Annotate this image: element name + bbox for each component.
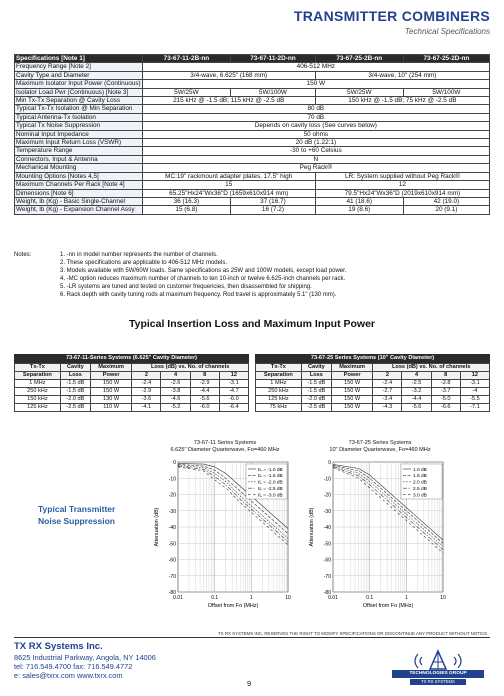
spec-label: Weight, lb (Kg) - Expansion Channel Assy [15, 206, 143, 214]
legend-label: 2.5 dB [413, 487, 427, 492]
spec-column-header-model: 73-67-11-2B-nn [142, 55, 230, 63]
insertion-table-cell: 1 MHz [15, 380, 61, 388]
spec-row [15, 97, 490, 105]
insertion-table-header: Loss (dB) vs. No. of channels [373, 364, 490, 372]
spec-value: 42 (19.0) [403, 197, 489, 205]
spec-value: LR: System supplied without Peg Rack® [315, 172, 489, 180]
insertion-table-cell: -4.7 [219, 388, 248, 396]
insertion-table-cell: -2.9 [190, 380, 219, 388]
insertion-table-cell: 150 W [331, 396, 372, 404]
insertion-table-cell: 250 kHz [256, 388, 302, 396]
insertion-table-cell: -6.6 [431, 404, 460, 412]
insertion-table-cell: -4.1 [132, 404, 161, 412]
insertion-table-cell: -7.1 [460, 404, 489, 412]
y-tick-label: -20 [168, 492, 176, 499]
y-tick-label: -40 [323, 525, 331, 531]
insertion-table-cell: -1.5 dB [60, 380, 90, 388]
page-title: TRANSMITTER COMBINERS [293, 8, 490, 24]
insertion-table-header: 12 [460, 372, 489, 380]
insertion-table-cell: -6.0 [219, 396, 248, 404]
y-tick-label: -20 [323, 492, 331, 499]
logo-band: TECHNOLOGIES GROUP [392, 670, 484, 678]
spec-row [15, 164, 490, 172]
insertion-table-header: Cavity [60, 364, 90, 372]
legend-label: 1.5 dB [413, 474, 427, 480]
x-tick-label: 1 [404, 595, 408, 601]
y-tick-label: -60 [168, 557, 176, 564]
x-tick-label: 0.01 [173, 595, 183, 601]
insertion-table-cell: -5.6 [402, 404, 431, 412]
x-tick-label: 0.01 [328, 595, 338, 601]
spec-row [15, 139, 490, 147]
spec-label: Typical Antenna-Tx Isolation [15, 113, 143, 121]
insertion-loss-table-11-series [14, 354, 249, 412]
y-tick-label: -80 [323, 590, 331, 596]
spec-label: Dimensions [Note 6] [15, 189, 143, 197]
insertion-table-cell: -3.6 [132, 396, 161, 404]
note-item: 6. Rack depth with cavity tuning rods at maximum frequency. Rod travel is approximately 5.1" (130 mm). [60, 292, 337, 298]
footer-contact [14, 641, 156, 680]
note-item: 3. Models available with 5W/60W loads. Same specifications as 25W and 100W models, except load power. [60, 268, 347, 274]
spec-row [15, 147, 490, 155]
spec-label: Maximum Isolator Input Power (Continuous) [16, 80, 141, 88]
note-item: 1. -nn in model number represents the number of channels. [60, 252, 218, 258]
spec-label: Weight, lb (Kg) - Basic Single-Channel [15, 197, 143, 205]
insertion-table-cell: 130 W [90, 396, 131, 404]
y-tick-label: 0 [173, 460, 176, 466]
insertion-table-caption: 73-67-11-Series Systems (6.625" Cavity Diameter) [14, 354, 249, 363]
insertion-table-header-row [256, 372, 490, 380]
y-tick-label: 0 [328, 460, 331, 466]
logo-subband: TX RX SYSTEMS [410, 679, 466, 685]
note-item: 4. -MC option reduces maximum number of channels to ten 10-inch or twelve 6.625-inch channels per rack. [60, 276, 346, 282]
spec-column-header-model: 73-67-25-2B-nn [315, 55, 403, 63]
insertion-table-cell: -4 [460, 388, 489, 396]
spec-row [15, 189, 490, 197]
insertion-table-row [256, 388, 490, 396]
insertion-table-header: Cavity [301, 364, 331, 372]
spec-value: 150 W [142, 80, 489, 88]
noise-title-line-1: Typical Transmitter [38, 504, 116, 514]
insertion-table-cell: -6.4 [219, 404, 248, 412]
legend-label: IL = -3.0 dB [258, 493, 283, 499]
insertion-table-cell: -1.5 dB [301, 380, 331, 388]
spec-row [15, 113, 490, 121]
spec-label: Typical Tx Noise Suppression [15, 122, 143, 130]
specifications-header-row [15, 55, 490, 63]
spec-value: 3/4-wave, 6.625" (168 mm) [142, 71, 315, 79]
spec-label: Frequency Range [Note 2] [15, 63, 143, 71]
chart-title-line-2: 10" Diameter Quarterwave, Fo=460 MHz [329, 447, 431, 453]
spec-value: 5W/100W [231, 88, 316, 96]
insertion-table-cell: -4.4 [190, 388, 219, 396]
insertion-table [14, 363, 249, 412]
insertion-table-cell: 150 W [331, 380, 372, 388]
spec-row [15, 197, 490, 205]
notes-title: Notes: [14, 252, 32, 258]
insertion-table-cell: -4.6 [161, 396, 190, 404]
noise-title-line-2: Noise Suppression [38, 516, 115, 526]
insertion-table-cell: -2.5 dB [60, 404, 90, 412]
x-tick-label: 0.1 [366, 595, 374, 601]
insertion-table-cell: -1.5 dB [301, 388, 331, 396]
spec-row [15, 172, 490, 180]
y-axis-label: Attenuation (dB) [154, 507, 160, 547]
spec-value: 12 [315, 181, 489, 189]
insertion-table-header: 8 [190, 372, 219, 380]
company-name: TX RX Systems Inc. [14, 641, 103, 652]
y-tick-label: -70 [168, 573, 176, 580]
insertion-table-cell: 110 W [90, 404, 131, 412]
spec-value: 15 [142, 181, 315, 189]
insertion-table-header: Maximum [90, 364, 131, 372]
insertion-table-cell: -5.6 [190, 396, 219, 404]
spec-row [15, 88, 490, 96]
note-item: 2. These specifications are applicable to 406-512 MHz models. [60, 260, 227, 266]
spec-column-header-model: 73-67-25-2D-nn [403, 55, 489, 63]
insertion-table-cell: -2.4 [132, 380, 161, 388]
x-axis-label: Offset from Fo (MHz) [362, 603, 414, 609]
chart-title-line-1: 73-67-11 Series Systems [193, 440, 257, 446]
notes-list [60, 251, 346, 299]
section-title: Typical Insertion Loss and Maximum Input Power [128, 318, 375, 330]
y-tick-label: -10 [323, 476, 331, 483]
insertion-table-row [15, 388, 249, 396]
spec-label: Min Tx-Tx Separation @ Cavity Loss [15, 97, 143, 105]
y-tick-label: -70 [323, 573, 331, 580]
spec-value: 20 (9.1) [403, 206, 489, 214]
spec-row [15, 181, 490, 189]
insertion-table-cell: -5.0 [431, 396, 460, 404]
insertion-table-cell: -6.0 [190, 404, 219, 412]
spec-value: 20 dB (1.22:1) [142, 139, 489, 147]
insertion-table-header: Loss (dB) vs. No. of channels [132, 364, 249, 372]
insertion-table-cell: -3.2 [402, 388, 431, 396]
insertion-table-header: Tx-Tx [15, 364, 61, 372]
insertion-table-row [15, 396, 249, 404]
insertion-table-row [15, 404, 249, 412]
spec-label: Nominal Input Impedance [15, 130, 143, 138]
y-tick-label: -60 [323, 557, 331, 564]
insertion-table-row [15, 380, 249, 388]
insertion-table-cell: -2.5 dB [301, 404, 331, 412]
noise-chart-11-series-svg [150, 454, 300, 629]
spec-column-header-model: 73-67-11-2D-nn [231, 55, 316, 63]
insertion-table-cell: -5.5 [460, 396, 489, 404]
spec-row [15, 105, 490, 113]
insertion-loss-table-25-series [255, 354, 490, 412]
insertion-table-header: Power [90, 372, 131, 380]
insertion-table-cell: -5.2 [161, 404, 190, 412]
company-address: 8625 Industrial Parkway, Angola, NY 14006 [14, 653, 156, 662]
insertion-table-header: Tx-Tx [256, 364, 302, 372]
spec-value: 3/4-wave, 10" (254 mm) [315, 71, 489, 79]
insertion-table-row [256, 404, 490, 412]
spec-value: 36 (16.3) [142, 197, 230, 205]
y-axis-label: Attenuation (dB) [309, 507, 315, 547]
x-tick-label: 10 [285, 595, 291, 601]
y-tick-label: -50 [168, 541, 176, 548]
insertion-table-cell: -2.4 [373, 380, 402, 388]
legend-label: 2.0 dB [413, 480, 427, 486]
company-logo [392, 649, 484, 689]
spec-value: 79.5"Hx24"Wx36"D (2019x610x914 mm) [315, 189, 489, 197]
spec-value: 80 dB [142, 105, 489, 113]
spec-value: Peg Rack® [142, 164, 489, 172]
x-axis-label: Offset from Fo (MHz) [207, 603, 259, 609]
noise-chart-25-series [305, 440, 455, 634]
insertion-table-cell: 150 W [331, 404, 372, 412]
spec-value: 16 (7.2) [231, 206, 316, 214]
insertion-table-cell: -2.7 [373, 388, 402, 396]
chart-title-line-1: 73-67-25 Series Systems [348, 440, 412, 446]
spec-value: N [142, 155, 489, 163]
disclaimer: TX RX SYSTEMS INC. RESERVES THE RIGHT TO MODIFY SPECIFICATIONS OR DISCONTINUE ANY PRODUCT WITHOUT NOTICE [218, 631, 488, 636]
spec-value: 65.25"Hx24"Wx36"D (1659x610x914 mm) [142, 189, 315, 197]
insertion-table-header: Power [331, 372, 372, 380]
insertion-table-row [256, 396, 490, 404]
x-tick-label: 10 [440, 595, 446, 601]
company-phone: tel: 716.549.4700 fax: 716.549.4772 [14, 662, 133, 671]
spec-value: 15 (6.8) [142, 206, 230, 214]
spec-row [15, 155, 490, 163]
spec-label: Isolator Load Pwr (Continuous) [Note 3] [15, 88, 143, 96]
noise-chart-11-series [150, 440, 300, 634]
spec-row [15, 63, 490, 71]
insertion-table-row [256, 380, 490, 388]
insertion-table-header: Separation [15, 372, 61, 380]
spec-row [15, 122, 490, 130]
noise-suppression-title [38, 503, 115, 527]
spec-value: 70 dB [142, 113, 489, 121]
spec-value: Depends on cavity loss (See curves below) [142, 122, 489, 130]
insertion-table-cell: -4.3 [373, 404, 402, 412]
y-tick-label: -30 [323, 508, 331, 515]
insertion-table-header: Loss [60, 372, 90, 380]
chart-title-line-2: 6.625" Diameter Quarterwave, Fo=460 MHz [170, 447, 280, 453]
insertion-table-cell: -3.1 [219, 380, 248, 388]
insertion-table-header-row [15, 372, 249, 380]
legend-label: IL = -2.0 dB [258, 480, 283, 486]
specifications-table [14, 54, 490, 215]
insertion-table-cell: 150 W [90, 380, 131, 388]
insertion-table-cell: -2.0 dB [301, 396, 331, 404]
insertion-table-header: Separation [256, 372, 302, 380]
spec-value: 5W/25W [142, 88, 230, 96]
legend-label: IL = -1.0 dB [258, 467, 283, 473]
insertion-table-cell: 250 kHz [15, 388, 61, 396]
spec-value: 215 kHz @ -1.5 dB; 115 kHz @ -2.5 dB [142, 97, 315, 105]
y-tick-label: -10 [168, 476, 176, 483]
insertion-table-cell: 125 kHz [256, 396, 302, 404]
insertion-table-caption: 73-67-25 Series Systems (10" Cavity Diameter) [255, 354, 490, 363]
spec-value: 5W/25W [315, 88, 403, 96]
insertion-table-cell: 75 kHz [256, 404, 302, 412]
insertion-table-cell: -2.9 [132, 388, 161, 396]
spec-label: Mechanical Mounting [15, 164, 143, 172]
y-tick-label: -50 [323, 541, 331, 548]
insertion-table-cell: -2.0 dB [60, 396, 90, 404]
tower-logo-icon [392, 649, 484, 671]
spec-value: 150 kHz @ -1.5 dB; 75 kHz @ -2.5 dB [315, 97, 489, 105]
insertion-table-header: 4 [161, 372, 190, 380]
spec-value: 406-512 MHz [142, 63, 489, 71]
insertion-table-cell: -3.8 [161, 388, 190, 396]
page-number: 9 [247, 679, 252, 688]
legend-label: 1.0 dB [413, 467, 427, 473]
page-subtitle: Technical Specifications [404, 27, 490, 36]
note-item: 5. -LR systems are tuned and tested on customer frequencies, then disassembled for shipping. [60, 284, 312, 290]
insertion-table-cell: -2.6 [161, 380, 190, 388]
legend-label: 3.0 dB [413, 493, 427, 499]
legend-label: IL = -1.5 dB [258, 474, 283, 480]
insertion-table-header: 8 [431, 372, 460, 380]
spec-label: Connectors, Input & Antenna [15, 155, 143, 163]
spec-value: 50 ohms [142, 130, 489, 138]
spec-row [15, 80, 490, 88]
insertion-table-cell: -1.5 dB [60, 388, 90, 396]
spec-value: 5W/100W [403, 88, 489, 96]
spec-value: 41 (18.6) [315, 197, 403, 205]
spec-row [15, 71, 490, 79]
insertion-table-header: 12 [219, 372, 248, 380]
company-email-web: e: sales@txrx.com www.txrx.com [14, 671, 123, 680]
spec-label: Maximum Input Return Loss (VSWR) [15, 139, 143, 147]
insertion-table-cell: 1 MHz [256, 380, 302, 388]
spec-row [15, 206, 490, 214]
insertion-table-cell: 150 kHz [15, 396, 61, 404]
insertion-table-header: 2 [132, 372, 161, 380]
spec-label: Maximum Channels Per Rack [Note 4] [15, 181, 143, 189]
insertion-table-header: Maximum [331, 364, 372, 372]
insertion-table-cell: -4.4 [402, 396, 431, 404]
insertion-table [255, 363, 490, 412]
spec-value: 19 (8.6) [315, 206, 403, 214]
insertion-table-cell: 125 kHz [15, 404, 61, 412]
spec-label: Mounting Options [Notes 4,5] [15, 172, 143, 180]
insertion-table-cell: -2.8 [431, 380, 460, 388]
spec-label: Cavity Type and Diameter [15, 71, 143, 79]
y-tick-label: -40 [168, 525, 176, 531]
insertion-table-header: Loss [301, 372, 331, 380]
spec-value: 37 (16.7) [231, 197, 316, 205]
y-tick-label: -80 [168, 590, 176, 596]
insertion-table-cell: -3.1 [460, 380, 489, 388]
insertion-table-cell: 150 W [331, 388, 372, 396]
insertion-table-header: 4 [402, 372, 431, 380]
insertion-table-cell: -2.5 [402, 380, 431, 388]
insertion-table-cell: -3.7 [431, 388, 460, 396]
footer-divider [14, 637, 490, 638]
insertion-table-cell: 150 W [90, 388, 131, 396]
noise-chart-25-series-svg [305, 454, 455, 629]
x-tick-label: 0.1 [211, 595, 219, 601]
insertion-table-header: 2 [373, 372, 402, 380]
spec-label: Temperature Range [15, 147, 143, 155]
spec-column-header-label: Specifications [Note 1] [15, 55, 143, 63]
spec-value: -30 to +60 Celsius [142, 147, 489, 155]
spec-value: MC:19" rackmount adapter plates, 17.5" high [142, 172, 315, 180]
insertion-table-cell: -3.4 [373, 396, 402, 404]
insertion-table-header-row [256, 364, 490, 372]
y-tick-label: -30 [168, 508, 176, 515]
insertion-table-header-row [15, 364, 249, 372]
spec-label: Typical Tx-Tx Isolation @ Min Separation [15, 105, 143, 113]
legend-label: IL = -2.5 dB [258, 487, 283, 492]
spec-row [15, 130, 490, 138]
x-tick-label: 1 [249, 595, 253, 601]
